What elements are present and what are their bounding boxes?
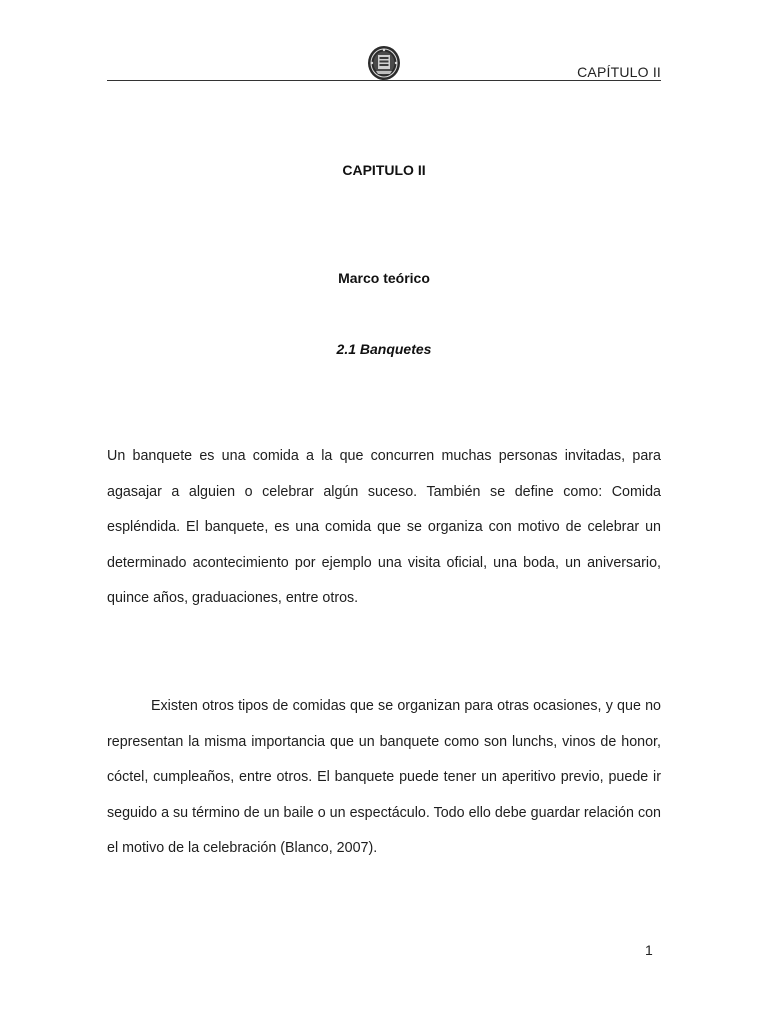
running-header-chapter: CAPÍTULO II <box>577 64 661 80</box>
university-seal-icon <box>367 45 401 81</box>
chapter-title: CAPITULO II <box>342 162 426 178</box>
body-paragraph: Existen otros tipos de comidas que se organizan para otras ocasiones, y que no representan la misma importancia que un banquete como son lunchs, vinos de honor, cóctel, cumpleaños, entre otros. El banquete puede tener un aperitivo previo, puede ir seguido a su término de un baile o un espectáculo. Todo ello debe guardar relación con el motivo de la celebración (Blanco, 2007). <box>107 698 661 857</box>
header-divider <box>107 80 661 81</box>
section-title: Marco teórico <box>338 270 430 286</box>
subsection-title: 2.1 Banquetes <box>336 341 432 357</box>
body-paragraph: Un banquete es una comida a la que concurren muchas personas invitadas, para agasajar a alguien o celebrar algún suceso. También se define como: Comida espléndida. El banquete, es una comida que se organiza con motivo de celebrar un determinado acontecimiento por ejemplo una visita oficial, una boda, un aniversario, quince años, graduaciones, entre otros. <box>107 448 661 607</box>
page-number: 1 <box>645 942 653 958</box>
